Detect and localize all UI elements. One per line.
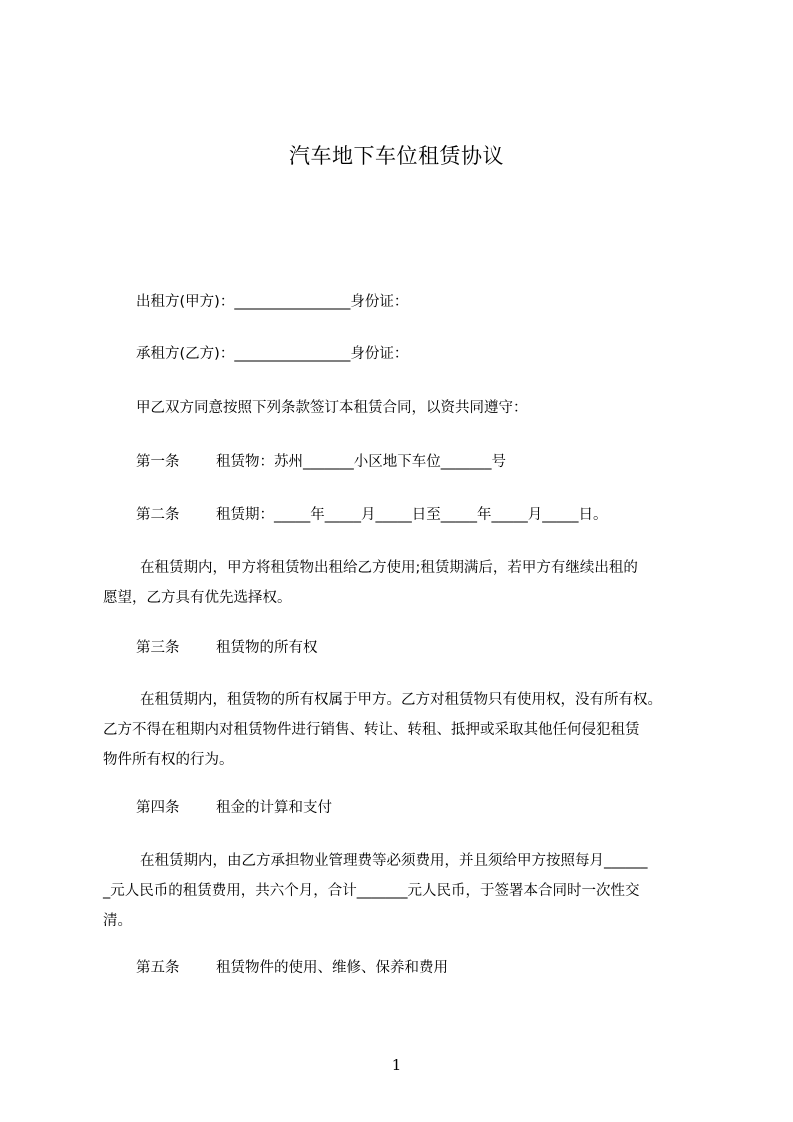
article-4-body-line-2: _元人民币的租赁费用，共六个月，合计_______元人民币，于签署本合同时一次性交 — [103, 883, 640, 899]
lessor-line: 出租方(甲方)：________________身份证： — [136, 294, 409, 310]
article-3-number: 第三条 — [136, 640, 180, 656]
article-3-body-line-3: 物件所有权的行为。 — [103, 752, 234, 768]
document-title: 汽车地下车位租赁协议 — [289, 144, 504, 168]
article-5-heading — [136, 957, 448, 979]
article-2-number: 第二条 — [136, 507, 180, 523]
article-1-text: 租赁物：苏州_______小区地下车位_______号 — [216, 454, 506, 470]
intro-line: 甲乙双方同意按照下列条款签订本租赁合同，以资共同遵守： — [136, 400, 528, 416]
article-4-text: 租金的计算和支付 — [216, 800, 332, 816]
article-3-text: 租赁物的所有权 — [216, 640, 318, 656]
lessee-line: 承租方(乙方)：________________身份证： — [136, 346, 409, 362]
article-2-text: 租赁期：_____年_____月_____日至_____年_____月_____日。 — [216, 507, 608, 523]
article-4-number: 第四条 — [136, 800, 180, 816]
article-3-body-line-1: 在租赁期内，租赁物的所有权属于甲方。乙方对租赁物只有使用权，没有所有权。 — [140, 692, 662, 708]
article-5-text: 租赁物件的使用、维修、保养和费用 — [216, 960, 448, 976]
article-3-body-line-2: 乙方不得在租期内对租赁物件进行销售、转让、转租、抵押或采取其他任何侵犯租赁 — [103, 722, 640, 738]
article-1-heading — [136, 451, 506, 473]
article-2-body-line-2: 愿望，乙方具有优先选择权。 — [103, 590, 292, 606]
article-4-body — [103, 846, 703, 936]
article-3-heading — [136, 637, 318, 659]
article-2-body — [103, 553, 703, 613]
article-1-number: 第一条 — [136, 454, 180, 470]
article-2-body-line-1: 在租赁期内，甲方将租赁物出租给乙方使用;租赁期满后，若甲方有继续出租的 — [140, 560, 638, 576]
article-4-body-line-3: 清。 — [103, 913, 132, 929]
article-4-body-line-1: 在租赁期内，由乙方承担物业管理费等必须费用，并且须给甲方按照每月______ — [140, 853, 648, 869]
article-5-number: 第五条 — [136, 960, 180, 976]
article-2-heading — [136, 504, 608, 526]
article-4-heading — [136, 797, 332, 819]
page-number: 1 — [391, 1056, 402, 1074]
article-3-body — [103, 685, 703, 775]
